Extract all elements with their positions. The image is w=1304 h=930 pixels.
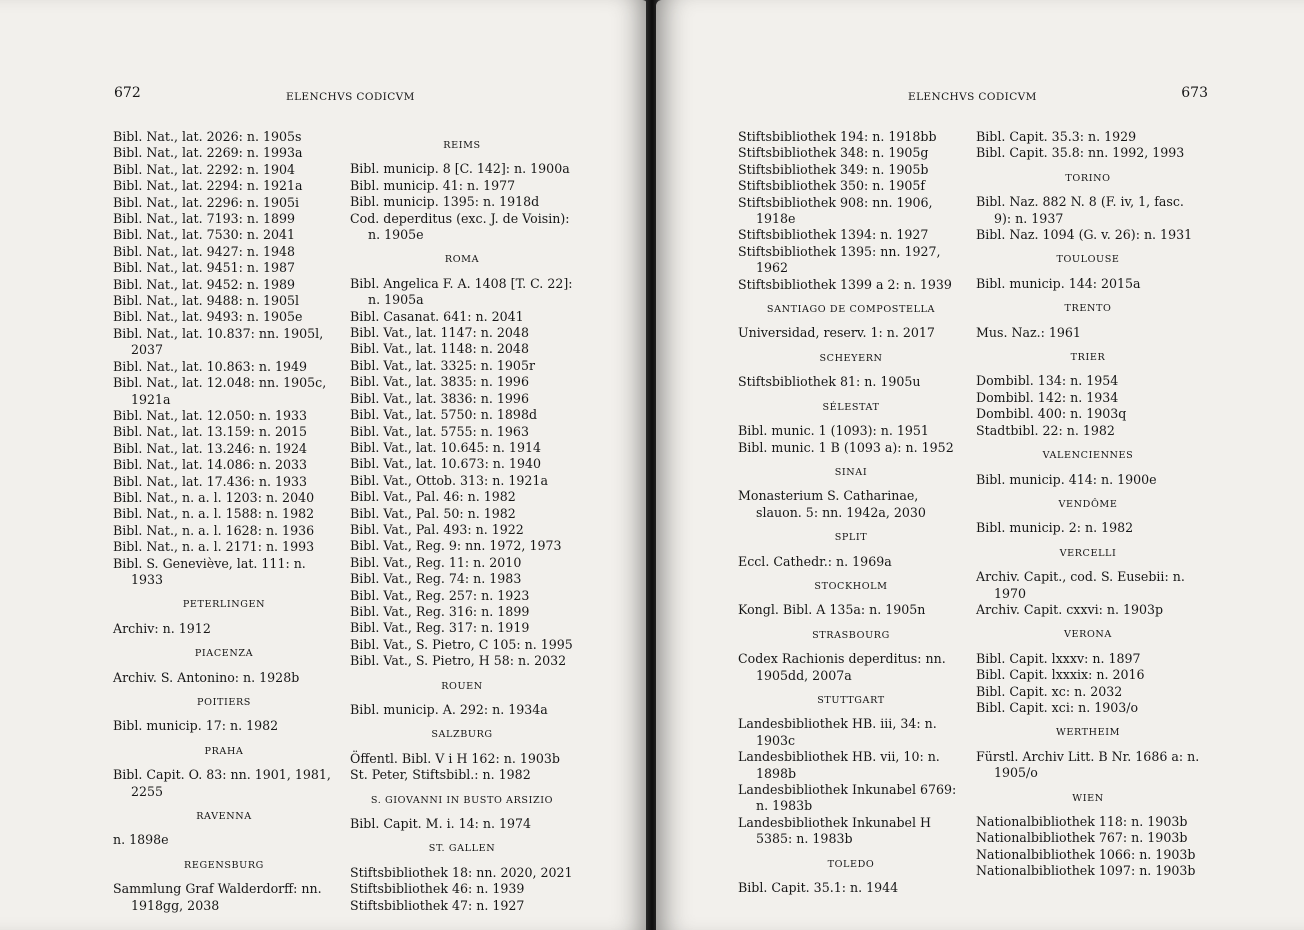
index-column bbox=[350, 129, 577, 914]
manuscript-entry: Archiv. S. Antonino: n. 1928b bbox=[113, 669, 300, 685]
manuscript-entry: Stiftsbibliothek 1395: nn. 1927, 1962 bbox=[738, 243, 945, 276]
manuscript-entry: Stiftsbibliothek 18: nn. 2020, 2021 bbox=[350, 864, 573, 880]
manuscript-entry: Bibl. Vat., Reg. 74: n. 1983 bbox=[350, 571, 522, 587]
manuscript-entry: Öffentl. Bibl. V i H 162: n. 1903b bbox=[350, 750, 560, 766]
city-heading: SPLIT bbox=[834, 532, 868, 544]
manuscript-entry: Bibl. Vat., S. Pietro, H 58: n. 2032 bbox=[350, 653, 567, 669]
page-number: 672 bbox=[114, 85, 141, 101]
right-page bbox=[656, 0, 1304, 930]
manuscript-entry: Bibl. munic. 1 (1093): n. 1951 bbox=[738, 423, 929, 439]
city-heading: SALZBURG bbox=[431, 729, 493, 741]
manuscript-entry: Bibl. Nat., n. a. l. 1588: n. 1982 bbox=[113, 506, 315, 522]
city-heading: VERCELLI bbox=[1059, 547, 1117, 559]
city-heading: TORINO bbox=[1065, 172, 1111, 184]
city-heading: S. GIOVANNI IN BUSTO ARSIZIO bbox=[370, 794, 554, 806]
manuscript-entry: Bibl. Vat., Reg. 9: nn. 1972, 1973 bbox=[350, 538, 562, 554]
manuscript-entry: Bibl. Capit. lxxxix: n. 2016 bbox=[976, 667, 1145, 683]
index-column bbox=[738, 129, 964, 896]
manuscript-entry: Landesbibliothek Inkunabel H 5385: n. 1983b bbox=[738, 814, 935, 847]
manuscript-entry: Bibl. Capit. 35.8: nn. 1992, 1993 bbox=[976, 145, 1185, 161]
manuscript-entry: Bibl. munic. 1 B (1093 a): n. 1952 bbox=[738, 439, 954, 455]
manuscript-entry: Stiftsbibliothek 194: n. 1918bb bbox=[738, 129, 937, 144]
manuscript-entry: Bibl. S. Geneviève, lat. 111: n. 1933 bbox=[113, 555, 310, 587]
city-heading: SINAI bbox=[834, 466, 868, 478]
manuscript-entry: Bibl. Nat., n. a. l. 2171: n. 1993 bbox=[113, 539, 315, 555]
city-heading: TOLEDO bbox=[827, 858, 875, 870]
city-heading: TRENTO bbox=[1064, 303, 1112, 315]
manuscript-entry: St. Peter, Stiftsbibl.: n. 1982 bbox=[350, 767, 531, 783]
manuscript-entry: Bibl. Vat., lat. 3325: n. 1905r bbox=[350, 357, 535, 373]
manuscript-entry: Bibl. municip. 17: n. 1982 bbox=[113, 718, 279, 734]
manuscript-entry: Bibl. municip. 1395: n. 1918d bbox=[350, 194, 540, 210]
manuscript-entry: Bibl. Nat., lat. 9427: n. 1948 bbox=[113, 243, 296, 259]
city-heading: SÉLESTAT bbox=[822, 401, 880, 413]
manuscript-entry: Bibl. Capit. xc: n. 2032 bbox=[976, 683, 1123, 699]
manuscript-entry: Kongl. Bibl. A 135a: n. 1905n bbox=[738, 602, 926, 618]
manuscript-entry: Archiv. Capit., cod. S. Eusebii: n. 1970 bbox=[976, 569, 1189, 601]
city-heading: TRIER bbox=[1070, 352, 1106, 364]
city-heading: PRAHA bbox=[204, 745, 244, 757]
manuscript-entry: Sammlung Graf Walderdorff: nn. 1918gg, 2038 bbox=[113, 881, 326, 913]
manuscript-entry: Codex Rachionis deperditus: nn. 1905dd, 2007a bbox=[738, 651, 950, 683]
manuscript-entry: Stiftsbibliothek 46: n. 1939 bbox=[350, 881, 525, 897]
manuscript-entry: Bibl. Nat., lat. 7193: n. 1899 bbox=[113, 211, 296, 227]
manuscript-entry: Bibl. Nat., n. a. l. 1203: n. 2040 bbox=[113, 489, 315, 505]
manuscript-entry: Bibl. Naz. 882 N. 8 (F. iv, 1, fasc. 9): n. 1937 bbox=[976, 194, 1188, 226]
manuscript-entry: Bibl. Naz. 1094 (G. v. 26): n. 1931 bbox=[976, 227, 1193, 243]
manuscript-entry: Dombibl. 142: n. 1934 bbox=[976, 389, 1119, 405]
manuscript-entry: Eccl. Cathedr.: n. 1969a bbox=[738, 553, 892, 569]
manuscript-entry: Bibl. Capit. lxxxv: n. 1897 bbox=[976, 650, 1141, 666]
manuscript-entry: Bibl. municip. 2: n. 1982 bbox=[976, 520, 1134, 536]
manuscript-entry: Bibl. Capit. O. 83: nn. 1901, 1981, 2255 bbox=[113, 767, 335, 799]
manuscript-entry: Landesbibliothek HB. iii, 34: n. 1903c bbox=[738, 716, 941, 748]
manuscript-entry: Bibl. municip. 414: n. 1900e bbox=[976, 471, 1157, 487]
manuscript-entry: Archiv. Capit. cxxvi: n. 1903p bbox=[976, 601, 1164, 617]
city-heading: SANTIAGO DE COMPOSTELLA bbox=[766, 304, 936, 316]
city-heading: VENDÔME bbox=[1058, 498, 1118, 510]
manuscript-entry: Bibl. Nat., n. a. l. 1628: n. 1936 bbox=[113, 522, 315, 538]
manuscript-entry: Bibl. Nat., lat. 2292: n. 1904 bbox=[113, 161, 296, 177]
manuscript-entry: Bibl. Nat., lat. 14.086: n. 2033 bbox=[113, 457, 308, 473]
page-number: 673 bbox=[1181, 85, 1208, 101]
manuscript-entry: Nationalbibliothek 1066: n. 1903b bbox=[976, 846, 1196, 862]
manuscript-entry: Landesbibliothek Inkunabel 6769: n. 1983b bbox=[738, 782, 961, 814]
running-head: ELENCHVS CODICVM bbox=[286, 91, 415, 103]
manuscript-entry: Bibl. Nat., lat. 9452: n. 1989 bbox=[113, 276, 296, 292]
manuscript-entry: Nationalbibliothek 1097: n. 1903b bbox=[976, 863, 1196, 879]
city-heading: VALENCIENNES bbox=[1042, 450, 1134, 462]
manuscript-entry: Fürstl. Archiv Litt. B Nr. 1686 a: n. 1905/o bbox=[976, 748, 1204, 781]
manuscript-entry: Stiftsbibliothek 348: n. 1905g bbox=[738, 145, 929, 161]
manuscript-entry: Stiftsbibliothek 350: n. 1905f bbox=[738, 178, 926, 194]
manuscript-entry: Bibl. Vat., lat. 1147: n. 2048 bbox=[350, 325, 529, 341]
city-heading: POITIERS bbox=[197, 697, 251, 708]
manuscript-entry: Bibl. Vat., Reg. 11: n. 2010 bbox=[350, 554, 522, 570]
manuscript-entry: Bibl. Vat., Pal. 50: n. 1982 bbox=[350, 505, 516, 521]
manuscript-entry: Stiftsbibliothek 1399 a 2: n. 1939 bbox=[738, 276, 952, 292]
manuscript-entry: Bibl. Nat., lat. 17.436: n. 1933 bbox=[113, 473, 308, 489]
manuscript-entry: Bibl. Vat., lat. 5750: n. 1898d bbox=[350, 407, 538, 423]
manuscript-entry: Stiftsbibliothek 81: n. 1905u bbox=[738, 374, 921, 390]
manuscript-entry: Bibl. Capit. 35.3: n. 1929 bbox=[976, 129, 1137, 144]
city-heading: REGENSBURG bbox=[184, 859, 264, 871]
manuscript-entry: Bibl. Nat., lat. 9488: n. 1905l bbox=[113, 293, 300, 309]
manuscript-entry: Bibl. Nat., lat. 10.863: n. 1949 bbox=[113, 358, 308, 374]
manuscript-entry: Landesbibliothek HB. vii, 10: n. 1898b bbox=[738, 749, 944, 781]
manuscript-entry: Bibl. Vat., Reg. 257: n. 1923 bbox=[350, 587, 530, 603]
city-heading: REIMS bbox=[443, 140, 481, 151]
manuscript-entry: Bibl. Casanat. 641: n. 2041 bbox=[350, 308, 524, 324]
city-heading: STOCKHOLM bbox=[814, 580, 888, 592]
manuscript-entry: Monasterium S. Catharinae, slauon. 5: nn. 1942a, 2030 bbox=[738, 488, 926, 520]
running-head: ELENCHVS CODICVM bbox=[908, 91, 1037, 103]
city-heading: STRASBOURG bbox=[812, 629, 890, 641]
manuscript-entry: Bibl. Nat., lat. 2269: n. 1993a bbox=[113, 145, 303, 161]
manuscript-entry: Bibl. Nat., lat. 2026: n. 1905s bbox=[113, 129, 302, 144]
left-page bbox=[0, 0, 648, 930]
manuscript-entry: Archiv: n. 1912 bbox=[113, 620, 211, 636]
manuscript-entry: Dombibl. 134: n. 1954 bbox=[976, 373, 1119, 389]
manuscript-entry: n. 1898e bbox=[113, 832, 169, 848]
city-heading: PIACENZA bbox=[194, 648, 254, 660]
manuscript-entry: Bibl. Vat., lat. 3836: n. 1996 bbox=[350, 390, 529, 406]
city-heading: STUTTGART bbox=[817, 694, 885, 706]
manuscript-entry: Bibl. Capit. xci: n. 1903/o bbox=[976, 699, 1139, 715]
manuscript-entry: Dombibl. 400: n. 1903q bbox=[976, 406, 1127, 422]
city-heading: WIEN bbox=[1072, 792, 1104, 804]
manuscript-entry: Bibl. Nat., lat. 9451: n. 1987 bbox=[113, 260, 296, 276]
manuscript-entry: Bibl. Vat., lat. 1148: n. 2048 bbox=[350, 341, 529, 357]
city-heading: TOULOUSE bbox=[1056, 254, 1120, 266]
manuscript-entry: Mus. Naz.: 1961 bbox=[976, 324, 1081, 340]
index-column bbox=[976, 129, 1204, 880]
city-heading: VERONA bbox=[1064, 629, 1112, 641]
city-heading: RAVENNA bbox=[196, 811, 252, 823]
city-heading: ST. GALLEN bbox=[428, 843, 496, 855]
manuscript-entry: Universidad, reserv. 1: n. 2017 bbox=[738, 325, 935, 341]
manuscript-entry: Cod. deperditus (exc. J. de Voisin): n. 1905e bbox=[350, 210, 574, 243]
manuscript-entry: Bibl. municip. 8 [C. 142]: n. 1900a bbox=[350, 161, 570, 177]
manuscript-entry: Bibl. Nat., lat. 7530: n. 2041 bbox=[113, 227, 296, 243]
manuscript-entry: Bibl. Vat., lat. 3835: n. 1996 bbox=[350, 374, 529, 390]
city-heading: WERTHEIM bbox=[1055, 727, 1121, 739]
manuscript-entry: Stadtbibl. 22: n. 1982 bbox=[976, 422, 1115, 438]
manuscript-entry: Nationalbibliothek 118: n. 1903b bbox=[976, 814, 1188, 829]
manuscript-entry: Bibl. Nat., lat. 13.246: n. 1924 bbox=[113, 440, 308, 456]
manuscript-entry: Bibl. Nat., lat. 2294: n. 1921a bbox=[113, 178, 303, 194]
manuscript-entry: Bibl. Vat., S. Pietro, C 105: n. 1995 bbox=[350, 636, 573, 652]
manuscript-entry: Bibl. Nat., lat. 2296: n. 1905i bbox=[113, 194, 300, 210]
manuscript-entry: Stiftsbibliothek 1394: n. 1927 bbox=[738, 227, 929, 243]
manuscript-entry: Bibl. Capit. 35.1: n. 1944 bbox=[738, 880, 899, 896]
city-heading: SCHEYERN bbox=[819, 352, 883, 364]
manuscript-entry: Bibl. Vat., lat. 5755: n. 1963 bbox=[350, 423, 529, 439]
manuscript-entry: Bibl. municip. 41: n. 1977 bbox=[350, 177, 516, 193]
manuscript-entry: Bibl. municip. A. 292: n. 1934a bbox=[350, 702, 548, 717]
manuscript-entry: Bibl. Nat., lat. 9493: n. 1905e bbox=[113, 309, 303, 325]
manuscript-entry: Bibl. Nat., lat. 12.048: nn. 1905c, 1921a bbox=[113, 375, 331, 407]
manuscript-entry: Bibl. Nat., lat. 13.159: n. 2015 bbox=[113, 424, 308, 440]
manuscript-entry: Stiftsbibliothek 349: n. 1905b bbox=[738, 161, 929, 177]
manuscript-entry: Bibl. Vat., lat. 10.673: n. 1940 bbox=[350, 456, 541, 472]
manuscript-entry: Stiftsbibliothek 908: nn. 1906, 1918e bbox=[738, 194, 937, 227]
manuscript-entry: Bibl. Vat., lat. 10.645: n. 1914 bbox=[350, 439, 541, 455]
manuscript-entry: Bibl. Vat., Reg. 316: n. 1899 bbox=[350, 603, 530, 619]
manuscript-entry: Nationalbibliothek 767: n. 1903b bbox=[976, 830, 1188, 846]
manuscript-entry: Bibl. Nat., lat. 10.837: nn. 1905l, 2037 bbox=[113, 325, 328, 358]
manuscript-entry: Bibl. Vat., Reg. 317: n. 1919 bbox=[350, 620, 530, 636]
manuscript-entry: Bibl. Vat., Ottob. 313: n. 1921a bbox=[350, 472, 548, 488]
manuscript-entry: Bibl. Vat., Pal. 46: n. 1982 bbox=[350, 489, 516, 505]
city-heading: ROUEN bbox=[441, 680, 483, 692]
manuscript-entry: Bibl. Capit. M. i. 14: n. 1974 bbox=[350, 816, 532, 832]
city-heading: PETERLINGEN bbox=[182, 599, 266, 611]
manuscript-entry: Bibl. Nat., lat. 12.050: n. 1933 bbox=[113, 407, 308, 423]
manuscript-entry: Stiftsbibliothek 47: n. 1927 bbox=[350, 897, 525, 913]
manuscript-entry: Bibl. Vat., Pal. 493: n. 1922 bbox=[350, 521, 524, 537]
manuscript-entry: Bibl. municip. 144: 2015a bbox=[976, 275, 1141, 291]
city-heading: ROMA bbox=[444, 254, 480, 266]
index-column bbox=[113, 129, 335, 914]
manuscript-entry: Bibl. Angelica F. A. 1408 [T. C. 22]: n. 1905a bbox=[350, 275, 577, 308]
